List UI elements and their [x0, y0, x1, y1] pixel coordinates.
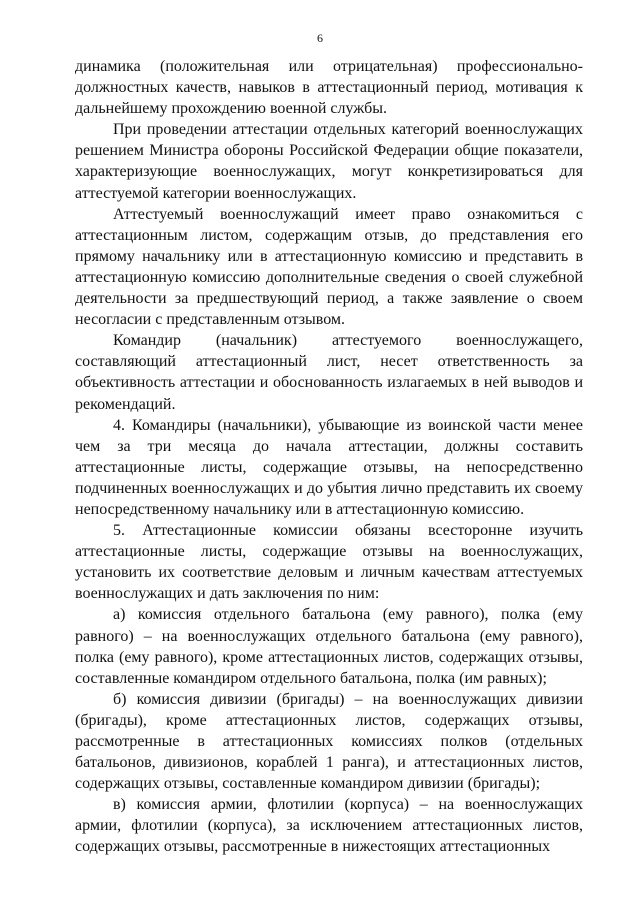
paragraph-commander-responsibility: Командир (начальник) аттестуемого военнослужащего, составляющий аттестационный лист, несет ответственность за объективность аттестации и обоснованность излагаемых в ней выводов и рекомендаций. — [75, 332, 583, 413]
paragraph-item-5a: а) комиссия отдельного батальона (ему равного), полка (ему равного) – на военнослужащих отдельного батальона (ему равного), полка (ему равного), кроме аттестационных листов, содержащих отзывы, составленные командиром отдельного батальона, полка (им равных); — [75, 606, 583, 687]
paragraph-attestation-categories: При проведении аттестации отдельных категорий военнослужащих решением Министра обороны Российской Федерации общие показатели, характеризующие военнослужащих, могут конкретизироваться для аттестуемой категории военнослужащих. — [75, 121, 583, 202]
page-number: 6 — [317, 31, 323, 45]
paragraph-item-4: 4. Командиры (начальники), убывающие из воинской части менее чем за три месяца до начала аттестации, должны составить аттестационные листы, содержащие отзывы, на непосредственно подчиненных военнослужащих и до убытия лично представить их своему непосредственному начальнику или в аттестационную комиссию. — [75, 416, 583, 518]
paragraph-item-5b: б) комиссия дивизии (бригады) – на военнослужащих дивизии (бригады), кроме аттестационных листов, содержащих отзывы, рассмотренные в аттестационных комиссиях полков (отдельных батальонов, дивизионов, кораблей 1 ранга), и аттестационных листов, содержащих отзывы, составленные командиром дивизии (бригады); — [75, 690, 583, 793]
paragraph-item-5: 5. Аттестационные комиссии обязаны всесторонне изучить аттестационные листы, содержащие отзывы на военнослужащих, установить их соответствие деловым и личным качествам аттестуемых военнослужащих и дать заключения по ним: — [75, 522, 583, 603]
document-body — [75, 56, 583, 858]
paragraph-continuation: динамика (положительная или отрицательная) профессионально-должностных качеств, навыков в аттестационный период, мотивация к дальнейшему прохождению военной службы. — [75, 58, 583, 118]
paragraph-right-to-review: Аттестуемый военнослужащий имеет право ознакомиться с аттестационным листом, содержащим отзыв, до представления его прямому начальнику или в аттестационную комиссию и представить в аттестационную комиссию дополнительные сведения о своей служебной деятельности за предшествующий период, а также заявление о своем несогласии с представленным отзывом. — [75, 205, 583, 329]
paragraph-item-5v: в) комиссия армии, флотилии (корпуса) – на военнослужащих армии, флотилии (корпуса), за исключением аттестационных листов, содержащих отзывы, рассмотренные в нижестоящих аттестационных — [75, 796, 583, 856]
